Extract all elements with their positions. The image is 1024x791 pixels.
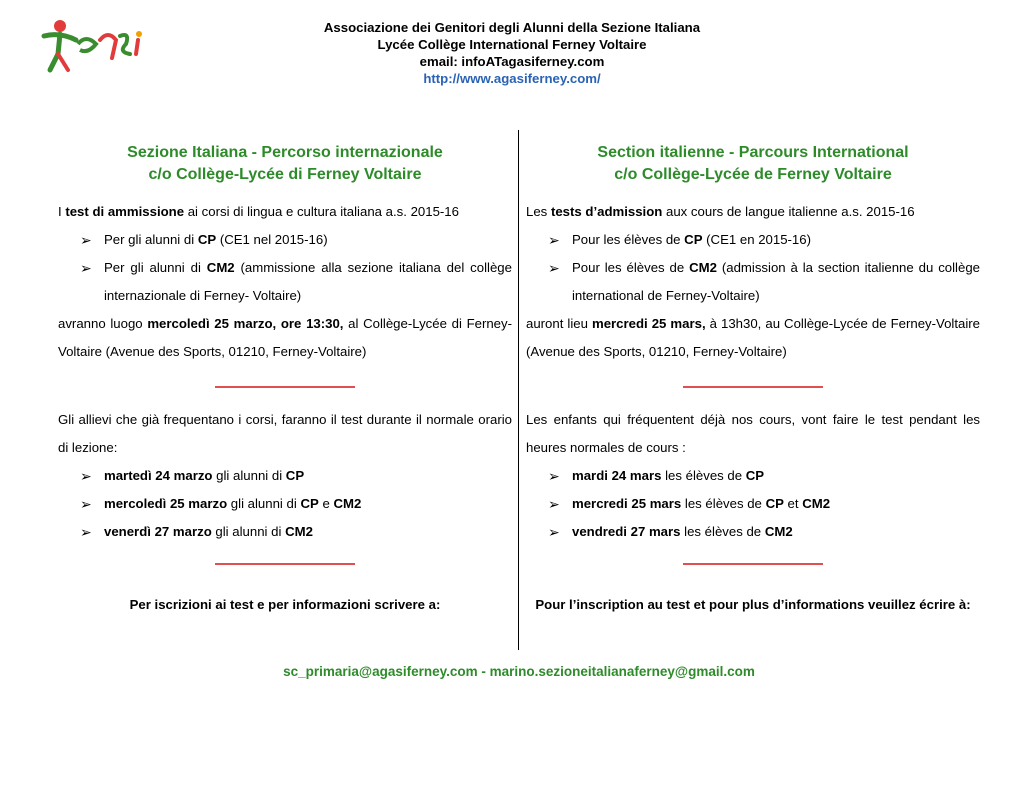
contact-email-links[interactable]: sc_primaria@agasiferney.com - marino.sezioneitalianaferney@gmail.com [283,664,755,679]
italian-title-line2: c/o Collège-Lycée di Ferney Voltaire [148,166,422,183]
list-item [58,490,512,518]
date-pre: avranno luogo [58,316,148,331]
italian-admission-list [58,226,512,310]
item-class: CP [684,232,703,247]
item-class: CP [197,232,217,247]
arrow-bullet-icon: ➢ [80,496,92,512]
schedule-day: mardi 24 mars [572,468,662,483]
arrow-bullet-icon: ➢ [80,232,92,248]
schedule-day: mercoledì 25 marzo [104,496,228,511]
arrow-bullet-icon: ➢ [548,260,560,276]
list-item [58,462,512,490]
schedule-text: les élèves de [681,496,766,511]
schedule-class: CM2 [764,524,793,539]
list-item [58,518,512,546]
item-text: (ammissione alla sezione italiana del collège internazionale di Ferney- Voltaire) [104,260,512,303]
item-text: (CE1 nel 2015-16) [216,232,328,247]
item-text: Pour les élèves de [572,260,690,275]
arrow-bullet-icon: ➢ [80,260,92,276]
column-divider [518,130,519,650]
italian-intro-post: ai corsi di lingua e cultura italiana a.s. 2015-16 [184,204,459,219]
schedule-text: e [318,496,334,511]
schedule-day: vendredi 27 mars [572,524,681,539]
schedule-text: et [783,496,803,511]
italian-schedule-list [58,462,512,546]
italian-date-location [58,310,512,366]
schedule-day: martedì 24 marzo [104,468,213,483]
item-text: Per gli alunni di [104,260,207,275]
item-class: CM2 [689,260,717,275]
red-separator [683,386,823,388]
header-email: email: infoATagasiferney.com [419,54,605,69]
schedule-class: CP [300,496,319,511]
item-text: (admission à la section italienne du collège international de Ferney-Voltaire) [572,260,980,303]
arrow-bullet-icon: ➢ [548,524,560,540]
item-text: Pour les élèves de [572,232,685,247]
french-students-text: Les enfants qui fréquentent déjà nos cours, vont faire le test pendant les heures normales de cours : [526,412,980,455]
schedule-class: CM2 [333,496,362,511]
list-item [526,490,980,518]
item-text: (CE1 en 2015-16) [702,232,811,247]
french-column [526,142,980,615]
french-title-line2: c/o Collège-Lycée de Ferney Voltaire [614,166,892,183]
list-item [526,518,980,546]
date-pre: auront lieu [526,316,592,331]
schedule-class: CM2 [802,496,831,511]
italian-contact-prompt: Per iscrizioni ai test e per informazioni scrivere a: [129,597,441,612]
french-intro [526,198,980,226]
french-intro-bold: tests d’admission [550,204,663,219]
arrow-bullet-icon: ➢ [80,468,92,484]
schedule-text: gli alunni di [211,524,286,539]
italian-intro-bold: test di ammissione [65,204,185,219]
french-date-location [526,310,980,366]
schedule-class: CP [765,496,784,511]
red-separator [683,563,823,565]
italian-intro [58,198,512,226]
item-text: Per gli alunni di [104,232,198,247]
schedule-text: les élèves de [680,524,765,539]
italian-title-line1: Sezione Italiana - Percorso internazionale [127,144,443,161]
document-header [0,19,1024,87]
header-website-link[interactable]: http://www.agasiferney.com/ [423,71,601,86]
french-intro-pre: Les [526,204,551,219]
list-item [526,226,980,254]
red-separator [215,563,355,565]
date-bold: mercredi 25 mars, [591,316,706,331]
list-item [526,254,980,310]
list-item [58,254,512,310]
header-school: Lycée Collège International Ferney Voltaire [377,37,647,52]
date-post: al Collège-Lycée di Ferney-Voltaire (Avenue des Sports, 01210, Ferney-Voltaire) [58,316,512,359]
schedule-class: CM2 [285,524,313,539]
item-class: CM2 [206,260,235,275]
schedule-day: venerdì 27 marzo [104,524,212,539]
header-association: Associazione dei Genitori degli Alunni della Sezione Italiana [323,20,701,35]
date-bold: mercoledì 25 marzo, ore 13:30, [147,316,344,331]
date-post: à 13h30, au Collège-Lycée de Ferney-Voltaire (Avenue des Sports, 01210, Ferney-Voltaire) [526,316,980,359]
french-intro-post: aux cours de langue italienne a.s. 2015-16 [662,204,915,219]
red-separator [215,386,355,388]
french-admission-list [526,226,980,310]
italian-students-text: Gli allievi che già frequentano i corsi, faranno il test durante il normale orario di lezione: [58,412,512,455]
schedule-text: gli alunni di [227,496,301,511]
list-item [526,462,980,490]
french-contact-prompt: Pour l’inscription au test et pour plus d’informations veuillez écrire à: [535,597,971,612]
french-title-line1: Section italienne - Parcours International [597,144,909,161]
arrow-bullet-icon: ➢ [80,524,92,540]
schedule-day: mercredi 25 mars [572,496,682,511]
schedule-class: CP [285,468,305,483]
schedule-class: CP [745,468,765,483]
schedule-text: gli alunni di [212,468,286,483]
arrow-bullet-icon: ➢ [548,232,560,248]
schedule-text: les élèves de [661,468,746,483]
arrow-bullet-icon: ➢ [548,496,560,512]
french-schedule-list [526,462,980,546]
italian-intro-pre: I [58,204,66,219]
italian-column [58,142,512,615]
list-item [58,226,512,254]
arrow-bullet-icon: ➢ [548,468,560,484]
